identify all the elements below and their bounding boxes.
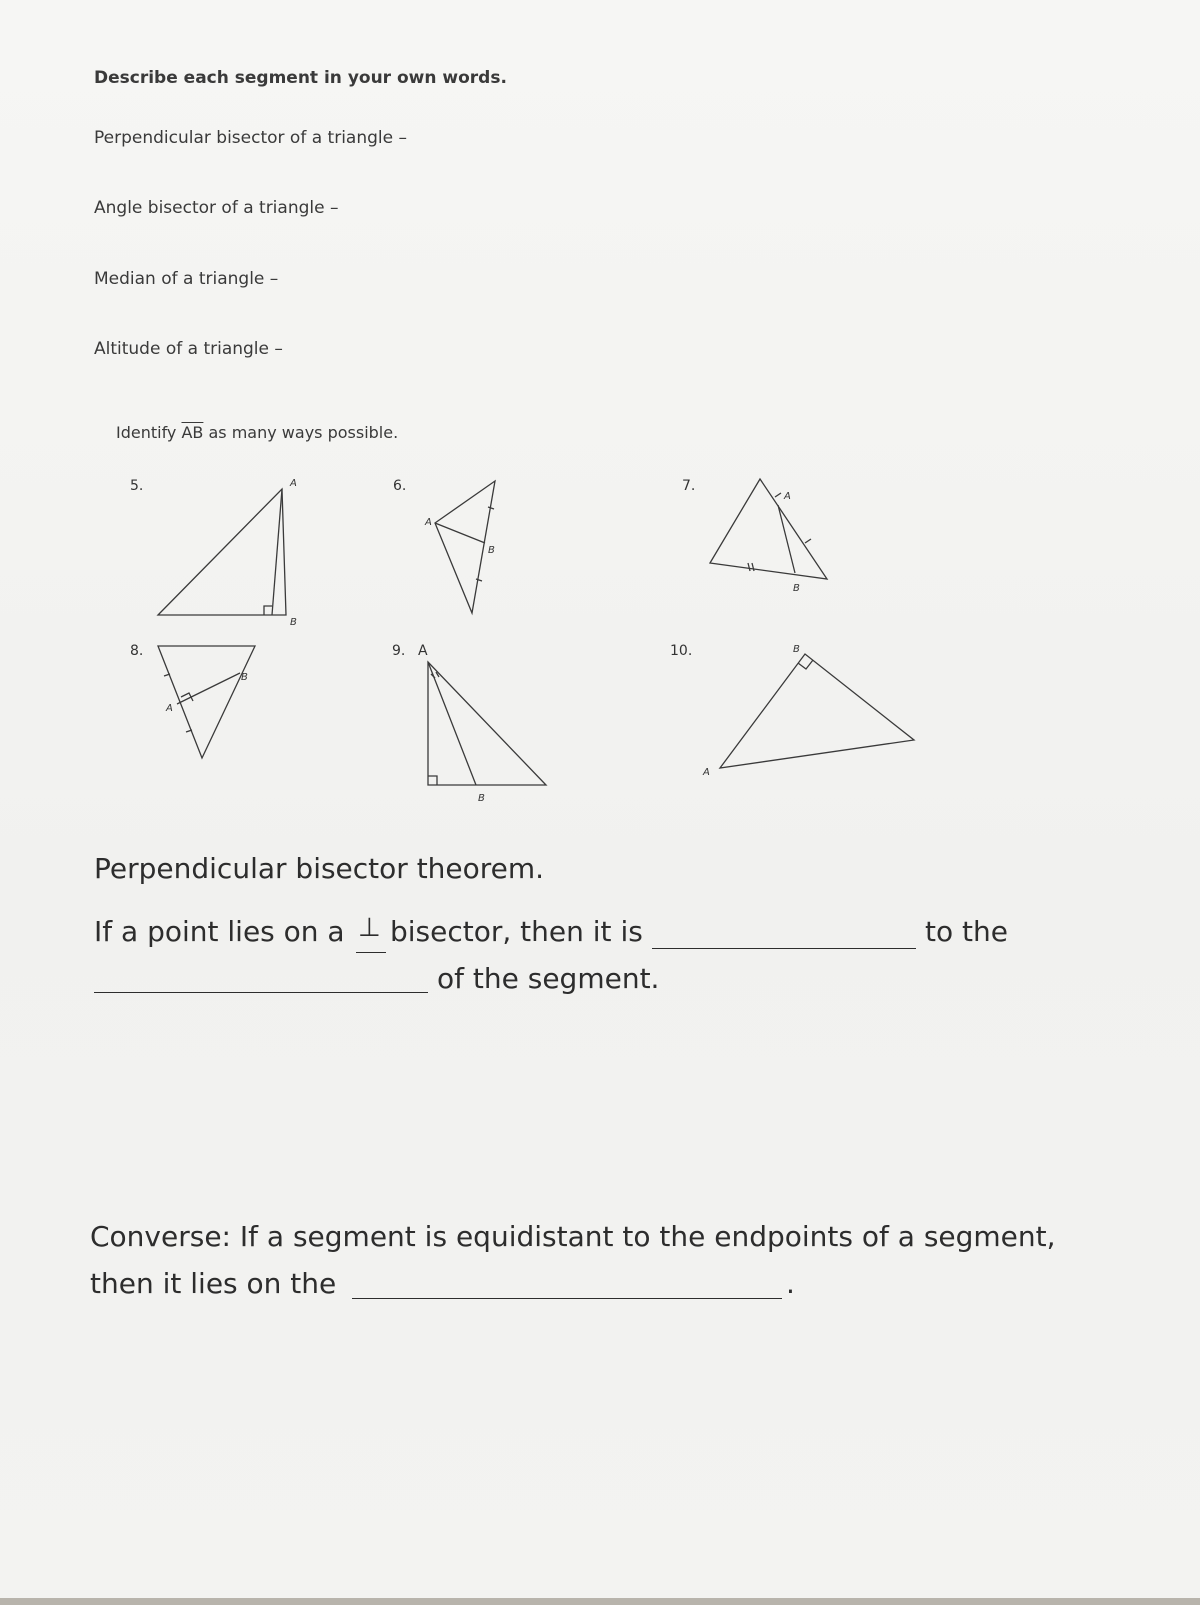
triangle-10 — [720, 654, 914, 768]
segment-ab-9 — [428, 662, 476, 785]
label-a-8: A — [166, 703, 173, 714]
section-heading: Describe each segment in your own words. — [94, 68, 507, 88]
triangle-9 — [428, 662, 546, 785]
figure-9-angle-bisector-triangle — [420, 640, 550, 810]
converse-line2-start: then it lies on the — [90, 1267, 337, 1300]
blank-converse[interactable] — [352, 1298, 782, 1299]
figure-8-triangle — [155, 640, 265, 765]
problem-number-7: 7. — [682, 478, 696, 494]
label-a-6: A — [425, 517, 432, 528]
blank-theorem-2[interactable] — [94, 992, 428, 993]
problem-number-5: 5. — [130, 478, 144, 494]
page-bottom-edge — [0, 1598, 1200, 1605]
right-angle-mark-9 — [428, 776, 437, 785]
tick-mark-7d — [752, 563, 754, 571]
identify-instruction — [116, 423, 398, 442]
tick-mark-7a — [775, 493, 781, 497]
label-b-5: B — [290, 617, 297, 628]
segment-ab: $\overline{AB}$ — [181, 423, 204, 442]
converse-line1: Converse: If a segment is equidistant to the endpoints of a segment, — [90, 1220, 1056, 1253]
triangle-6 — [435, 481, 495, 613]
segment-ab-7 — [778, 505, 795, 573]
problem-number-9: 9. — [392, 643, 406, 659]
label-a-9: A — [418, 643, 428, 659]
triangle-5 — [158, 489, 286, 615]
figure-10-right-triangle — [700, 640, 920, 778]
theorem-line1-end: to the — [925, 915, 1008, 948]
perpendicular-symbol: ⊥ — [358, 913, 381, 943]
label-b-8: B — [241, 672, 248, 683]
problem-number-6: 6. — [393, 478, 407, 494]
blank-theorem-1[interactable] — [652, 948, 916, 949]
tick-mark-7c — [748, 563, 750, 571]
definition-median: Median of a triangle – — [94, 269, 279, 289]
theorem-line2-end: of the segment. — [437, 962, 660, 995]
tick-mark-6b — [476, 579, 482, 581]
perpendicular-underline — [356, 952, 386, 953]
identify-suffix: as many ways possible. — [203, 423, 399, 442]
label-a-7: A — [784, 491, 791, 502]
identify-prefix: Identify — [116, 423, 182, 442]
definition-perpendicular-bisector: Perpendicular bisector of a triangle – — [94, 128, 407, 148]
tick-mark-7b — [805, 539, 811, 543]
figure-6-triangle — [425, 475, 515, 615]
problem-number-10: 10. — [670, 643, 693, 659]
triangle-8 — [158, 646, 255, 758]
figure-5-altitude-triangle — [150, 475, 310, 628]
figure-7-median-triangle — [705, 475, 830, 600]
label-b-10: B — [793, 644, 800, 655]
right-angle-mark-5 — [264, 606, 272, 615]
label-b-6: B — [488, 545, 495, 556]
converse-period: . — [786, 1267, 795, 1300]
definition-altitude: Altitude of a triangle – — [94, 339, 283, 359]
segment-ab-8 — [177, 673, 240, 704]
definition-angle-bisector: Angle bisector of a triangle – — [94, 198, 339, 218]
problem-number-8: 8. — [130, 643, 144, 659]
segment-ab-5 — [272, 489, 282, 615]
theorem-line1-start: If a point lies on a — [94, 915, 345, 948]
triangle-7 — [710, 479, 827, 579]
label-b-7: B — [793, 583, 800, 594]
theorem-line1-mid: bisector, then it is — [390, 915, 643, 948]
theorem-title: Perpendicular bisector theorem. — [94, 852, 545, 885]
label-a-10: A — [703, 767, 710, 778]
label-b-9: B — [478, 793, 485, 804]
label-a-5: A — [290, 478, 297, 489]
